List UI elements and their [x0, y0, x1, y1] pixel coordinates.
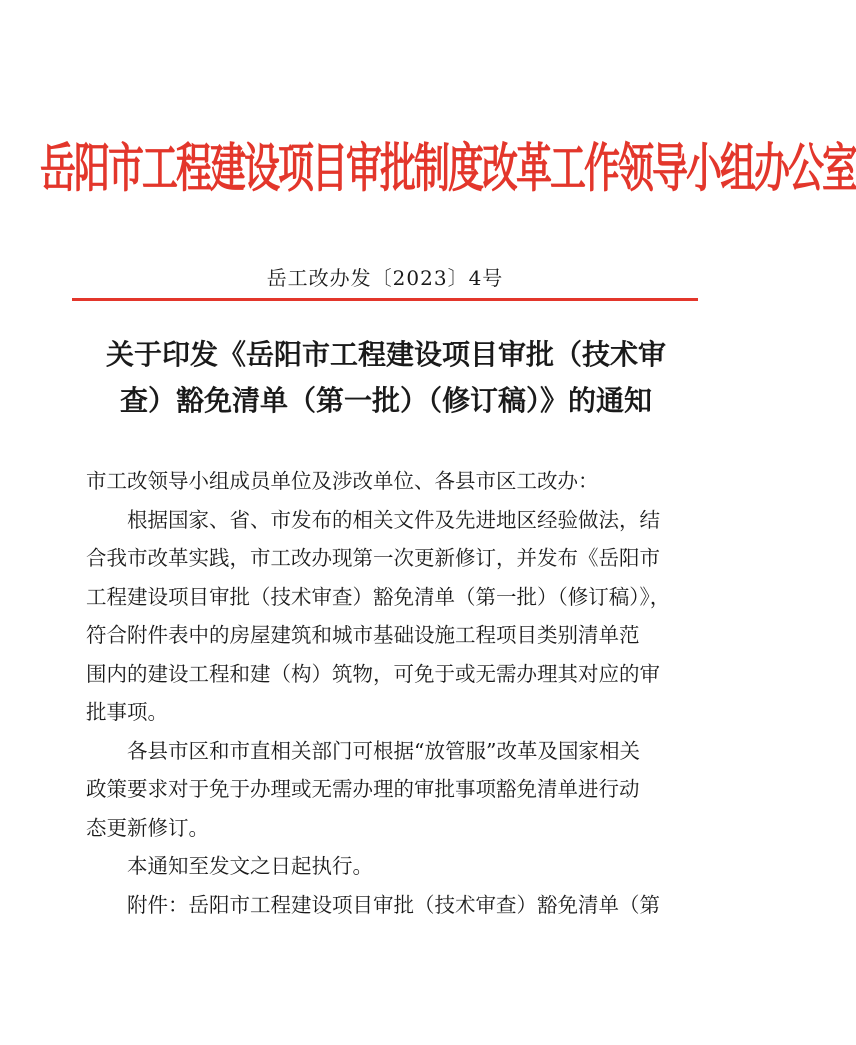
paragraph-line: 合我市改革实践，市工改办现第一次更新修订，并发布《岳阳市	[86, 546, 660, 570]
attachment-line	[86, 886, 690, 925]
attachment-text: 附件：岳阳市工程建设项目审批（技术审查）豁免清单（第	[127, 892, 660, 917]
title-line-1: 关于印发《岳阳市工程建设项目审批（技术审	[105, 338, 666, 371]
salutation-text: 市工改领导小组成员单位及涉改单位、各县市区工改办：	[86, 469, 599, 493]
notice-body	[86, 462, 690, 924]
issuer-header: 岳阳市工程建设项目审批制度改革工作领导小组办公室	[40, 139, 856, 200]
paragraph-line: 批事项。	[86, 700, 168, 724]
paragraph-line: 工程建设项目审批（技术审查）豁免清单（第一批）（修订稿）》，	[86, 584, 671, 609]
paragraph-line: 符合附件表中的房屋建筑和城市基础设施工程项目类别清单范	[86, 623, 640, 647]
title-line-2: 查）豁免清单（第一批）（修订稿）》的通知	[119, 384, 652, 417]
paragraph-line: 本通知至发文之日起执行。	[127, 854, 373, 878]
red-divider-line	[72, 298, 698, 301]
paragraph-line: 各县市区和市直相关部门可根据“放管服”改革及国家相关	[127, 738, 640, 763]
paragraph-2	[86, 732, 690, 848]
paragraph-line: 根据国家、省、市发布的相关文件及先进地区经验做法，结	[127, 507, 660, 532]
salutation	[86, 462, 690, 501]
paragraph-line: 政策要求对于免于办理或无需办理的审批事项豁免清单进行动	[86, 777, 640, 801]
paragraph-1	[86, 501, 690, 732]
notice-title	[86, 332, 686, 424]
paragraph-3	[86, 847, 690, 886]
paragraph-line: 态更新修订。	[86, 815, 209, 840]
document-number: 岳工改办发〔2023〕4号	[266, 266, 504, 290]
paragraph-line: 围内的建设工程和建（构）筑物，可免于或无需办理其对应的审	[86, 661, 660, 686]
